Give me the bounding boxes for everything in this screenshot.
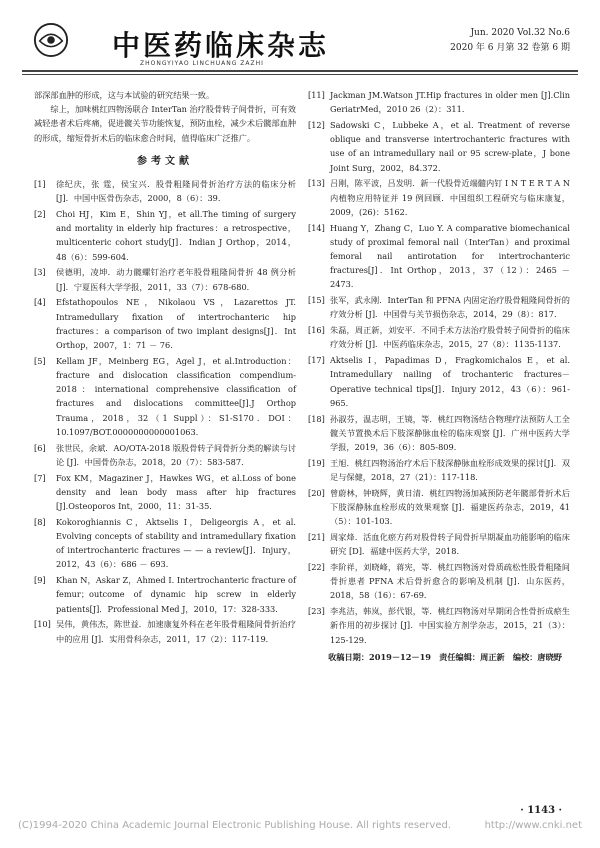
reference-number: [6] (34, 442, 46, 453)
reference-number: [11] (308, 90, 325, 100)
reference-number: [8] (34, 516, 46, 527)
journal-title-pinyin: ZHONGYIYAO LINCHUANG ZAZHI (140, 60, 264, 67)
website-link[interactable]: http://www.cnki.net (484, 820, 582, 831)
reference-item (34, 471, 296, 514)
reference-number: [14] (308, 222, 325, 233)
header-rule-thick (22, 70, 578, 72)
copyright-text: (C)1994-2020 China Academic Journal Electronic Publishing House. All rights reserved. (18, 820, 451, 831)
received-date-line: 收稿日期：2019－12－19 责任编辑：周正新 编校：唐晓野 (328, 651, 562, 662)
reference-item (308, 530, 570, 558)
reference-number: [9] (34, 575, 46, 586)
references-heading: 参考文献 (137, 155, 193, 167)
reference-text: 孙淑芬，温志明，王镜，等．桃红四物汤结合物理疗法预防人工全髋关节置换术后下肢深静脉血栓的临床观察 [J]．广州中医药大学学报，2019，36（6）：805-809． (330, 413, 570, 453)
reference-item (308, 88, 570, 116)
reference-number: [21] (308, 532, 325, 543)
reference-item (308, 293, 570, 321)
reference-text: 李兆洁，韩岚，彭代银，等．桃红四物汤对早期闭合性骨折成瘀生新作用的初步探讨 [J]．中国实验方剂学杂志，2015，21（3）：125-129． (330, 606, 570, 645)
reference-number: [22] (308, 562, 325, 573)
reference-text: Huang Y，Zhang C，Luo Y. A comparative biomechanical study of proximal femoral nail（InterTan）and proximal femoral nail antirotation for intertrochanteric fractures[J]．Int Orthop，2013，37（12）：2465 － 2473． (330, 222, 570, 290)
reference-item (308, 604, 570, 647)
reference-number: [10] (34, 619, 51, 630)
reference-text: Khan N，Askar Z，Ahmed I. Intertrochanteric fracture of femur；outcome of dynamic hip screw in elderly patients[J]．Professional Med J，2010，17：328-333． (56, 575, 296, 614)
reference-item (308, 176, 570, 219)
reference-text: 李阶祥，刘晓峰，蒋宪，等．桃红四物汤对骨质疏松性股骨粗隆间骨折患者 PFNA 术后骨折愈合的影响及机制 [J]．山东医药，2018，58（16）：67-69． (330, 562, 570, 601)
reference-text: 侯德明，凌坤．动力髋螺钉治疗老年股骨粗隆间骨折 48 例分析 [J]．宁夏医科大学学报，2011，33（7）：678-680． (56, 267, 296, 292)
reference-number: [13] (308, 178, 325, 189)
references-list-right (308, 88, 570, 647)
reference-text: 曾蔚林，钟晓辉，黄日清．桃红四物汤加减预防老年髋部骨折术后下肢深静脉血栓形成的效果观察 [J]．福建医药杂志，2019，41（5）：101-103． (330, 487, 570, 527)
body-paragraph: 部深部血肿的形成，这与本试验的研究结果一致。 (34, 90, 215, 100)
reference-text: 朱磊，周正新，刘安平．不同手术方法治疗股骨转子间骨折的临床疗效分析 [J]．中医药临床杂志，2015，27（8）：1135-1137． (330, 325, 570, 350)
reference-text: 王旭．桃红四物汤治疗术后下肢深静脉血栓形成效果的探讨[J]．双足与保健，2018，27（21）：117-118． (330, 457, 570, 483)
reference-number: [12] (308, 120, 325, 130)
reference-item (308, 560, 570, 603)
right-column (308, 88, 570, 664)
reference-text: 吕刚，陈平波，吕发明．新一代股骨近端髓内钉 I N T E R T A N 内植物应用特征并 19 例回顾．中国组织工程研究与临床康复，2009，(26)：5162． (330, 178, 570, 217)
reference-item (308, 323, 570, 351)
reference-item (34, 265, 296, 293)
reference-item (308, 353, 570, 410)
reference-text: 周家烽．活血化瘀方药对股骨转子间骨折早期凝血功能影响的临床研究 [D]．福建中医药大学，2018． (330, 532, 570, 557)
page-number: · 1143 · (520, 805, 562, 816)
reference-number: [15] (308, 295, 325, 306)
reference-item (308, 118, 570, 175)
reference-text: Aktselis I，Papadimas D，Fragkomichalos E，et al. Intramedullary nailing of trochanteric fractures－ Operative technical tips[J]．Injury 2012，43（6）：961-965． (330, 355, 570, 408)
copyright-footer (18, 820, 582, 831)
reference-number: [17] (308, 355, 325, 366)
reference-number: [19] (308, 457, 325, 468)
journal-logo-icon (32, 22, 70, 58)
reference-text: Kokoroghiannis C，Aktselis I，Deligeorgis A，et al. Evolving concepts of stability and intramedullary fixation of intertrochanteric fractures — — a review[J]．Injury，2012，43（6）：686 － 693． (56, 516, 296, 570)
reference-text: Sadowski C，Lubbeke A，et al. Treatment of reverse oblique and transverse intertrochanteric fractures with use of an intramedullary nail or 95 screw-plate，J bone Joint Surg，2002，84.372． (330, 120, 570, 173)
left-column (34, 88, 296, 647)
reference-number: [16] (308, 325, 325, 336)
reference-item (34, 354, 296, 439)
reference-item (34, 515, 296, 572)
reference-item (308, 456, 570, 484)
conclusion-paragraph: 综上，加味桃红四物汤联合 InterTan 治疗股骨转子间骨折，可有效减轻患者术后疼痛，促进髋关节功能恢复，预防血栓，减少术后髋部血肿的形成，缩短骨折术后的临床愈合时间，值得临床广泛推广。 (34, 104, 297, 143)
issue-info-en: Jun. 2020 Vol.32 No.6 (470, 28, 570, 38)
reference-item (308, 412, 570, 455)
reference-item (34, 177, 296, 205)
reference-item (308, 221, 570, 292)
reference-text: Choi HJ，Kim E，Shin YJ，et all.The timing of surgery and mortality in elderly hip fractures：a retrospective，multicenteric cohort study[J]．Indian J Orthop，2014，48（6）：599-604． (56, 209, 296, 262)
header-rule-thin (22, 74, 578, 75)
reference-number: [5] (34, 355, 46, 366)
reference-number: [18] (308, 413, 325, 424)
references-list-left (34, 177, 296, 646)
reference-number: [3] (34, 267, 46, 278)
reference-text: Jackman JM.Watson JT.Hip fractures in older men [J].Clin GeriatrMed，2010 26（2）：311． (330, 90, 570, 115)
reference-item (34, 207, 296, 264)
reference-text: 徐纪庆，张 霆，侯宝兴．股骨粗隆间骨折治疗方法的临床分析[J]．中国中医骨伤杂志，2000，8（6）：39． (56, 179, 296, 204)
journal-header (22, 18, 578, 76)
reference-number: [20] (308, 487, 325, 498)
reference-item (34, 573, 296, 616)
reference-number: [23] (308, 606, 325, 617)
reference-number: [1] (34, 179, 46, 190)
reference-number: [7] (34, 472, 46, 483)
reference-item (308, 486, 570, 529)
reference-text: 吴伟，黄伟杰，陈世益．加速康复外科在老年股骨粗隆间骨折治疗中的应用 [J]．实用骨科杂志，2011，17（2）：117-119． (56, 619, 296, 644)
reference-number: [2] (34, 209, 46, 220)
reference-text: 张军，武永刚．InterTan 和 PFNA 内固定治疗股骨粗隆间骨折的疗效分析 [J]．中国骨与关节损伤杂志，2014，29（8）：817． (330, 295, 570, 320)
reference-text: 张世民，余斌．AO/OTA-2018 版股骨转子间骨折分类的解读与讨论 [J]．中国骨伤杂志，2018，20（7）：583-587． (56, 442, 296, 467)
reference-item (34, 441, 296, 469)
issue-info-cn: 2020 年 6 月第 32 卷第 6 期 (450, 43, 570, 53)
reference-text: Efstathopoulos NE，Nikolaou VS，Lazarettos JT. Intramedullary fixation of intertrochanteric hip fractures：a comparison of two implant designs[J]．Int Orthop，2007，1：71 － 76． (56, 297, 296, 351)
reference-item (34, 295, 296, 352)
reference-number: [4] (34, 297, 46, 308)
reference-text: Kellam JF，Meinberg EG，Agel J，et al.Introduction：fracture and dislocation classification compendium-2018：international comprehensive classification of fractures and dislocations committee[J].J Orthop Trauma，2018，32（1 Suppl）：S1-S170．DOI：10.1097/BOT.0000000000001063． (56, 355, 296, 437)
journal-title-cn: 中医药临床杂志 (112, 29, 330, 62)
reference-item (34, 617, 296, 645)
reference-text: Fox KM，Magaziner J，Hawkes WG，et al.Loss of bone density and lean body mass after hip fractures [J].Osteoporos Int，2000，11：31-35． (56, 472, 296, 512)
